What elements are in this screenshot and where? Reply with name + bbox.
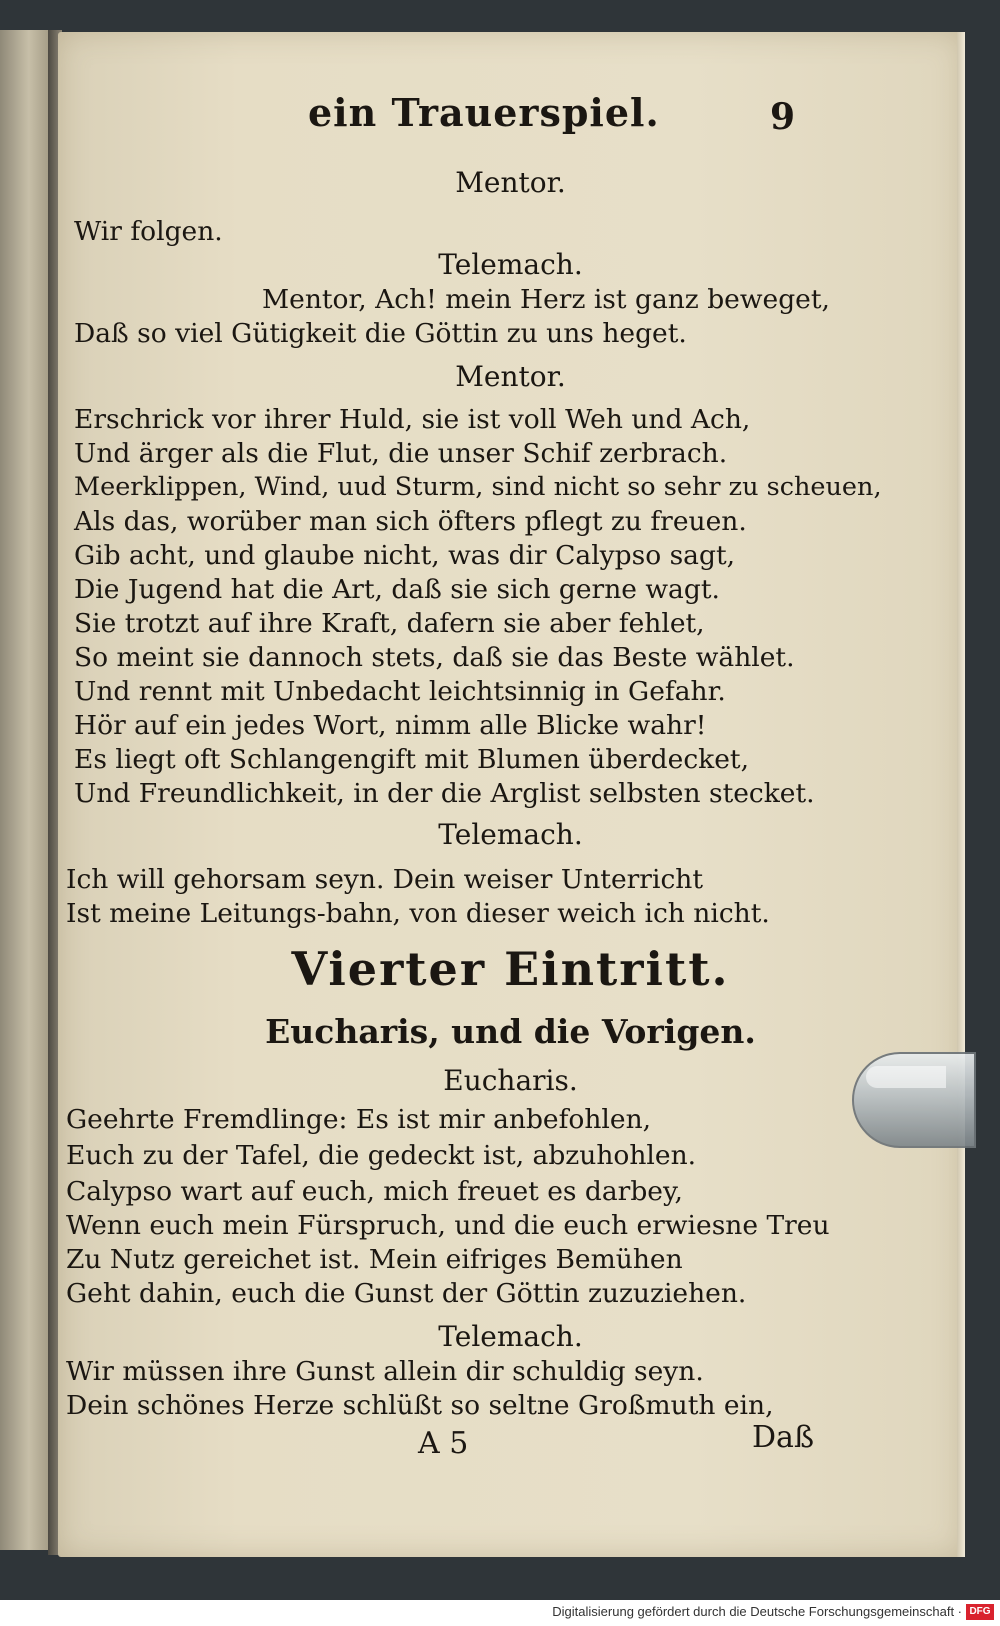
scene-title: Vierter Eintritt. <box>291 942 730 996</box>
verse-line: Ich will gehorsam seyn. Dein weiser Unterricht <box>66 864 703 895</box>
facing-page-edge <box>0 30 50 1550</box>
speaker-name: Telemach. <box>438 1320 583 1353</box>
verse-line: Erschrick vor ihrer Huld, sie ist voll Weh und Ach, <box>74 404 751 435</box>
verse-line: Und ärger als die Flut, die unser Schif zerbrach. <box>74 438 728 469</box>
signature-mark: A 5 <box>418 1426 469 1461</box>
speaker-name: Telemach. <box>438 248 583 281</box>
verse-line: Dein schönes Herze schlüßt so seltne Großmuth ein, <box>66 1390 774 1421</box>
verse-line: Geehrte Fremdlinge: Es ist mir anbefohlen, <box>66 1104 652 1135</box>
verse-line: Euch zu der Tafel, die gedeckt ist, abzuhohlen. <box>66 1140 697 1171</box>
verse-line: Zu Nutz gereichet ist. Mein eifriges Bemühen <box>66 1244 683 1275</box>
speaker-name: Mentor. <box>455 166 566 199</box>
verse-line: Wir müssen ihre Gunst allein dir schuldig seyn. <box>66 1356 704 1387</box>
speaker-name: Telemach. <box>438 818 583 851</box>
verse-line: Gib acht, und glaube nicht, was dir Calypso sagt, <box>74 540 736 571</box>
verse-line: Und rennt mit Unbedacht leichtsinnig in Gefahr. <box>74 676 726 707</box>
verse-line: Wir folgen. <box>74 216 223 247</box>
dfg-logo-icon: DFG <box>966 1604 994 1620</box>
verse-line: Die Jugend hat die Art, daß sie sich gerne wagt. <box>74 574 720 605</box>
verse-line: Geht dahin, euch die Gunst der Göttin zuzuziehen. <box>66 1278 747 1309</box>
verse-line: Sie trotzt auf ihre Kraft, dafern sie aber fehlet, <box>74 608 705 639</box>
catchword: Daß <box>752 1420 814 1455</box>
verse-line: Es liegt oft Schlangengift mit Blumen überdecket, <box>74 744 749 775</box>
verse-line: Und Freundlichkeit, in der die Arglist selbsten stecket. <box>74 778 815 809</box>
verse-line: Wenn euch mein Fürspruch, und die euch erwiesne Treu <box>66 1210 830 1241</box>
verse-line: Hör auf ein jedes Wort, nimm alle Blicke wahr! <box>74 710 707 741</box>
speaker-name: Mentor. <box>455 360 566 393</box>
credit-text: Digitalisierung gefördert durch die Deutsche Forschungsgemeinschaft · <box>552 1604 962 1619</box>
running-title: ein Trauerspiel. <box>308 90 660 135</box>
speaker-name: Eucharis. <box>443 1064 578 1097</box>
verse-line: So meint sie dannoch stets, daß sie das Beste wählet. <box>74 642 795 673</box>
verse-line: Als das, worüber man sich öfters pflegt zu freuen. <box>74 506 747 537</box>
verse-line: Ist meine Leitungs-bahn, von dieser weich ich nicht. <box>66 898 770 929</box>
verse-line: Meerklippen, Wind, uud Sturm, sind nicht so sehr zu scheuen, <box>74 472 882 502</box>
verse-line: Daß so viel Gütigkeit die Göttin zu uns heget. <box>74 318 687 349</box>
verse-line: Calypso wart auf euch, mich freuet es darbey, <box>66 1176 683 1207</box>
verse-line: Mentor, Ach! mein Herz ist ganz beweget, <box>262 284 830 315</box>
clamp-highlight <box>866 1066 946 1088</box>
page-number: 9 <box>770 96 796 138</box>
scene-characters: Eucharis, und die Vorigen. <box>265 1012 756 1051</box>
